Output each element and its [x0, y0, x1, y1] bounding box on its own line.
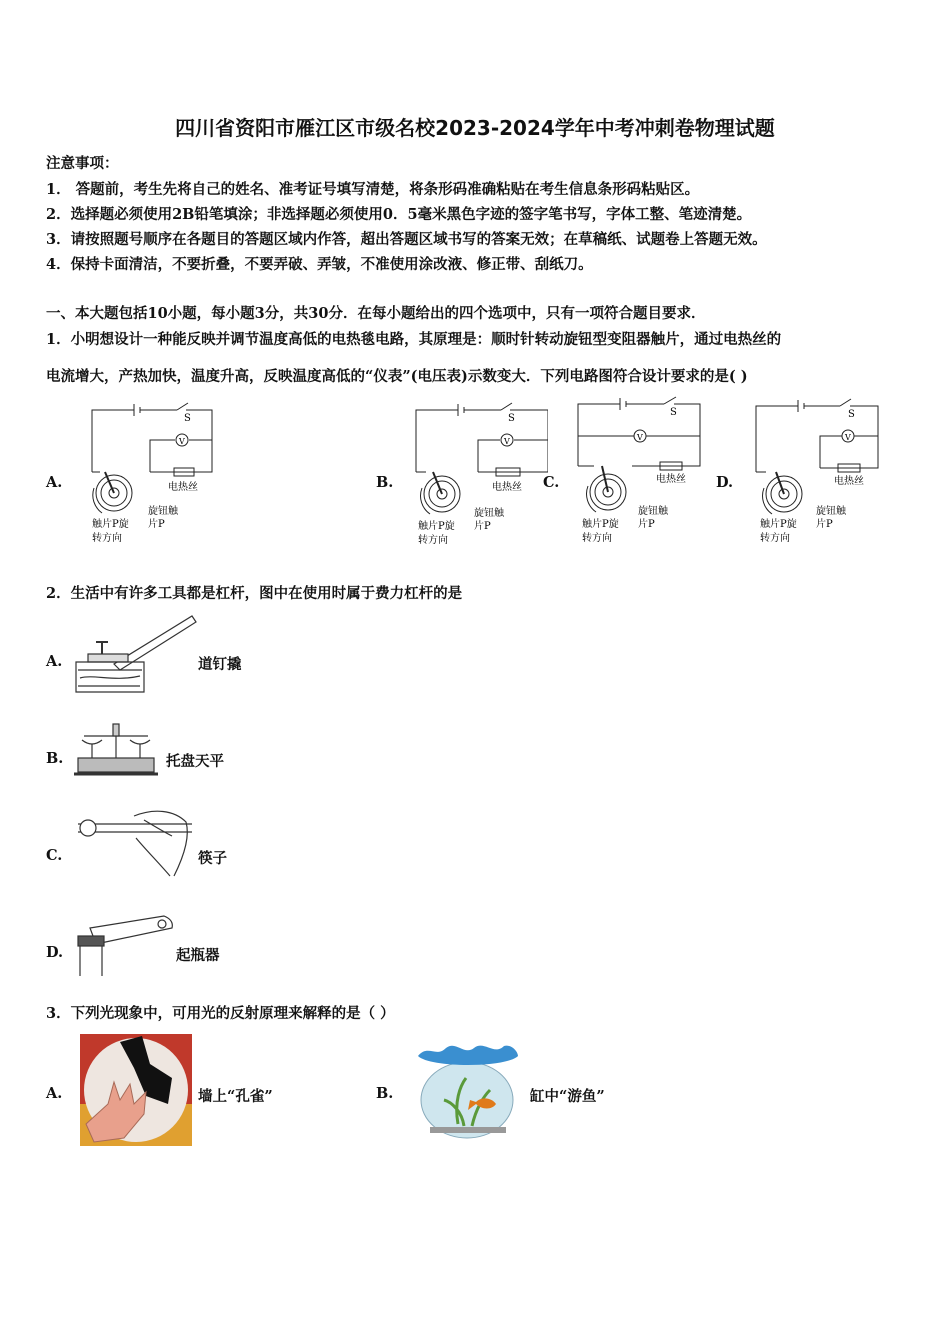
svg-text:转方向: 转方向	[92, 533, 122, 544]
q2-option-c-label: C.	[46, 847, 63, 864]
svg-text:V: V	[179, 437, 185, 446]
svg-text:S: S	[184, 413, 191, 424]
tray-balance-illustration	[74, 722, 158, 780]
hand-shadow-photo	[80, 1034, 192, 1146]
chopsticks-illustration	[74, 806, 196, 880]
svg-text:触片P旋: 触片P旋	[418, 521, 455, 532]
q2-option-a-label: A.	[46, 653, 63, 670]
notice-item: 4．保持卡面清洁，不要折叠，不要弄破、弄皱，不准使用涂改液、修正带、刮纸刀。	[46, 256, 593, 273]
svg-text:电热丝: 电热丝	[834, 476, 864, 487]
circuit-diagram-a	[82, 398, 222, 550]
svg-text:电热丝: 电热丝	[492, 482, 522, 493]
q2-option-d-text: 起瓶器	[176, 947, 220, 964]
bottle-opener-illustration	[74, 914, 178, 978]
spike-lever-illustration	[74, 612, 198, 694]
svg-text:片P: 片P	[148, 519, 165, 530]
q1-option-d-label: D.	[716, 474, 734, 491]
notice-item: 2．选择题必须使用2B铅笔填涂；非选择题必须使用0．5毫米黑色字迹的签字笔书写，字体工整、笔迹清楚。	[46, 206, 752, 223]
q1-stem-line1: 1．小明想设计一种能反映并调节温度高低的电热毯电路，其原理是：顺时针转动旋钮型变阻器触片，通过电热丝的	[46, 331, 782, 348]
q3-stem: 3．下列光现象中，可用光的反射原理来解释的是（ ）	[46, 1005, 395, 1022]
fishbowl-photo	[414, 1042, 520, 1144]
svg-text:片P: 片P	[474, 521, 491, 532]
svg-text:片P: 片P	[638, 519, 655, 530]
q1-option-c-label: C.	[543, 474, 560, 491]
circuit-diagram-c	[572, 396, 712, 548]
svg-text:电热丝: 电热丝	[168, 482, 198, 493]
q3-option-a-text: 墙上“孔雀”	[198, 1088, 273, 1105]
svg-text:旋钮触: 旋钮触	[148, 506, 178, 517]
page-title: 四川省资阳市雁江区市级名校2023-2024学年中考冲刺卷物理试题	[175, 116, 775, 140]
q3-option-b-label: B.	[376, 1085, 394, 1102]
svg-text:S: S	[508, 413, 515, 424]
q1-option-b-label: B.	[376, 474, 394, 491]
q3-option-b-text: 缸中“游鱼”	[530, 1088, 605, 1105]
svg-text:触片P旋: 触片P旋	[92, 519, 129, 530]
notice-item: 3．请按照题号顺序在各题目的答题区域内作答，超出答题区域书写的答案无效；在草稿纸、试题卷上答题无效。	[46, 231, 767, 248]
svg-text:旋钮触: 旋钮触	[816, 506, 846, 517]
svg-text:触片P旋: 触片P旋	[582, 519, 619, 530]
svg-text:转方向: 转方向	[418, 535, 448, 546]
svg-text:旋钮触: 旋钮触	[638, 506, 668, 517]
q2-option-b-text: 托盘天平	[166, 753, 224, 770]
q1-option-a-label: A.	[46, 474, 63, 491]
q2-stem: 2．生活中有许多工具都是杠杆，图中在使用时属于费力杠杆的是	[46, 585, 463, 602]
svg-text:V: V	[504, 437, 510, 446]
svg-text:S: S	[848, 409, 855, 420]
q1-stem-line2: 电流增大，产热加快，温度升高，反映温度高低的“仪表”(电压表)示数变大．下列电路图符合设计要求的是( )	[46, 368, 748, 385]
svg-text:旋钮触: 旋钮触	[474, 508, 504, 519]
notice-heading: 注意事项：	[46, 155, 119, 172]
svg-text:电热丝: 电热丝	[656, 474, 686, 485]
section-heading: 一、本大题包括10小题，每小题3分，共30分．在每小题给出的四个选项中，只有一项符合题目要求．	[46, 305, 706, 322]
svg-text:转方向: 转方向	[760, 533, 790, 544]
q3-option-a-label: A.	[46, 1085, 63, 1102]
q2-option-d-label: D.	[46, 944, 64, 961]
notice-item: 1． 答题前，考生先将自己的姓名、准考证号填写清楚，将条形码准确粘贴在考生信息条形码粘贴区。	[46, 181, 700, 198]
svg-text:V: V	[637, 433, 643, 442]
svg-text:V: V	[845, 433, 851, 442]
svg-text:S: S	[670, 407, 677, 418]
q2-option-a-text: 道钉撬	[198, 656, 242, 673]
q2-option-b-label: B.	[46, 750, 64, 767]
circuit-diagram-d	[750, 396, 890, 548]
q2-option-c-text: 筷子	[198, 850, 227, 867]
svg-text:转方向: 转方向	[582, 533, 612, 544]
circuit-diagram-b	[408, 398, 548, 550]
svg-text:片P: 片P	[816, 519, 833, 530]
svg-text:触片P旋: 触片P旋	[760, 519, 797, 530]
